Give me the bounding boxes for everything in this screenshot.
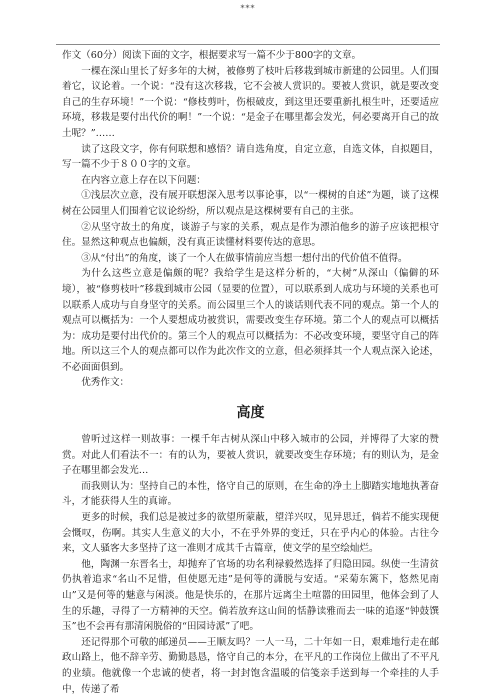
essay-paragraph-1: 曾听过这样一则故事：一棵千年古树从深山中移入城市的公园，并博得了大家的赞赏。对此人们看法不一：有的认为，要被人赏识，就要改变生存环境；有的则认为，是金子在哪里都会发光… <box>62 434 439 477</box>
header-mark: *** <box>240 4 256 13</box>
analysis-intro: 在内容立意上存在以下问题： <box>81 174 206 186</box>
essay-paragraph-3: 更多的时候，我们总是被过多的欲望所蒙蔽，望洋兴叹，见异思迁，倘若不能实现便会慨叹，伤啊。其实人生意义的大小，不在乎外界的变迁，只在乎内心的体验。古往今来，文人骚客大多坚持了这一准则才成其千古篇章，使文学的星空绘灿烂。 <box>62 512 439 555</box>
essay-paragraph-5: 还记得那个可敬的邮递员——王顺友吗？一人一马，二十年如一日，艰难地行走在邮政山路上，他不辞辛劳、勤勤恳恳，恪守自己的本分，在平凡的工作岗位上做出了不平凡的业绩。他就像一个忠诚的使者，将一封封饱含温暖的信笺亲手送到每一个牵挂的人手中，传递了希 <box>62 636 439 695</box>
analysis-point-3: ③从“付出”的角度，谈了一个人在做事情前应当想一想付出的代价值不值得。 <box>81 252 408 264</box>
analysis-point-1: ①浅层次立意，没有展开联想深入思考以事论事，以“一棵树的自述”为题，谈了这棵树在公园里人们围着它议论纷纷，所以观点是这棵树要有自己的主张。 <box>62 190 439 217</box>
document-body <box>62 48 439 697</box>
sample-essay-label: 优秀作文： <box>81 377 130 389</box>
prompt-requirement: 读了这段文字，你有何联想和感悟？请自选角度，自定立意，自选文体，自拟题目，写一篇不少于８００字的文章。 <box>62 143 439 171</box>
essay-paragraph-2: 而我则认为：坚持自己的本性，恪守自己的原则，在生命的净土上脚踏实地地执著奋斗，才能获得人生的真谛。 <box>62 480 439 508</box>
prompt-story: 一棵在深山里长了好多年的大树，被修剪了枝叶后移栽到城市新建的公园里。人们围着它，议论着。一个说：“没有这次移栽，它不会被人赏识的。要被人赏识，就是要改变自己的生存环境！”一个说：“修枝剪叶，伤根破皮，到这里还要重新扎根生叶，还要适应环境，移栽是要付出代价的啊！”一个说：“是金子在哪里都会发光，何必要离开自己的故土呢？”…… <box>62 65 439 139</box>
prompt-intro: 作文（60分）阅读下面的文字，根据要求写一篇不少于800字的文章。 <box>62 50 362 61</box>
essay-title: 高度 <box>236 405 265 422</box>
analysis-point-2: ②从坚守故土的角度，谈游子与家的关系，观点是作为漂泊他乡的游子应该把根守住。显然这种观点也偏颇，没有真正读懂材料要传达的意思。 <box>62 221 439 249</box>
essay-paragraph-4: 他，陶渊一东晋名士，却抛弃了官场的功名利禄毅然选择了归隐田园。纵使一生清贫仍执着追求“名山不足惜，但使愿无违”是何等的潇脱与安适。“采菊东篱下，悠然见南山”又是何等的魅意与闲淡。他是快乐的，在那片远离尘土喧嚣的田园里，他体会到了人生的乐趣，寻得了一方精神的天空。倘若放弃这山间的恬静读雅而去一味的追逐“钟鼓馔玉”也不会再有那清闲脱俗的“田园诗派”了吧。 <box>62 558 439 633</box>
header-divider <box>56 44 440 45</box>
analysis-explanation: 为什么这些立意是偏颇的呢？我给学生是这样分析的，“大树”从深山（偏僻的环境），被“修剪枝叶”移栽到城市公园（显要的位置），可以联系到人成功与环境的关系也可以联系人成功与自身坚守的关系。而公园里三个人的谈话则代表不同的观点。第一个人的观点可以概括为：一个人要想成功被赏识，需要改变生存环境。第二个人的观点可以概括为：成功是要付出代价的。第三个人的观点可以概括为：不必改变环境，要坚守自己的阵地。所以这三个人的观点都可以作为此次作文的立意，但必须择其一个人观点深入论述，不必面面俱到。 <box>62 268 439 373</box>
